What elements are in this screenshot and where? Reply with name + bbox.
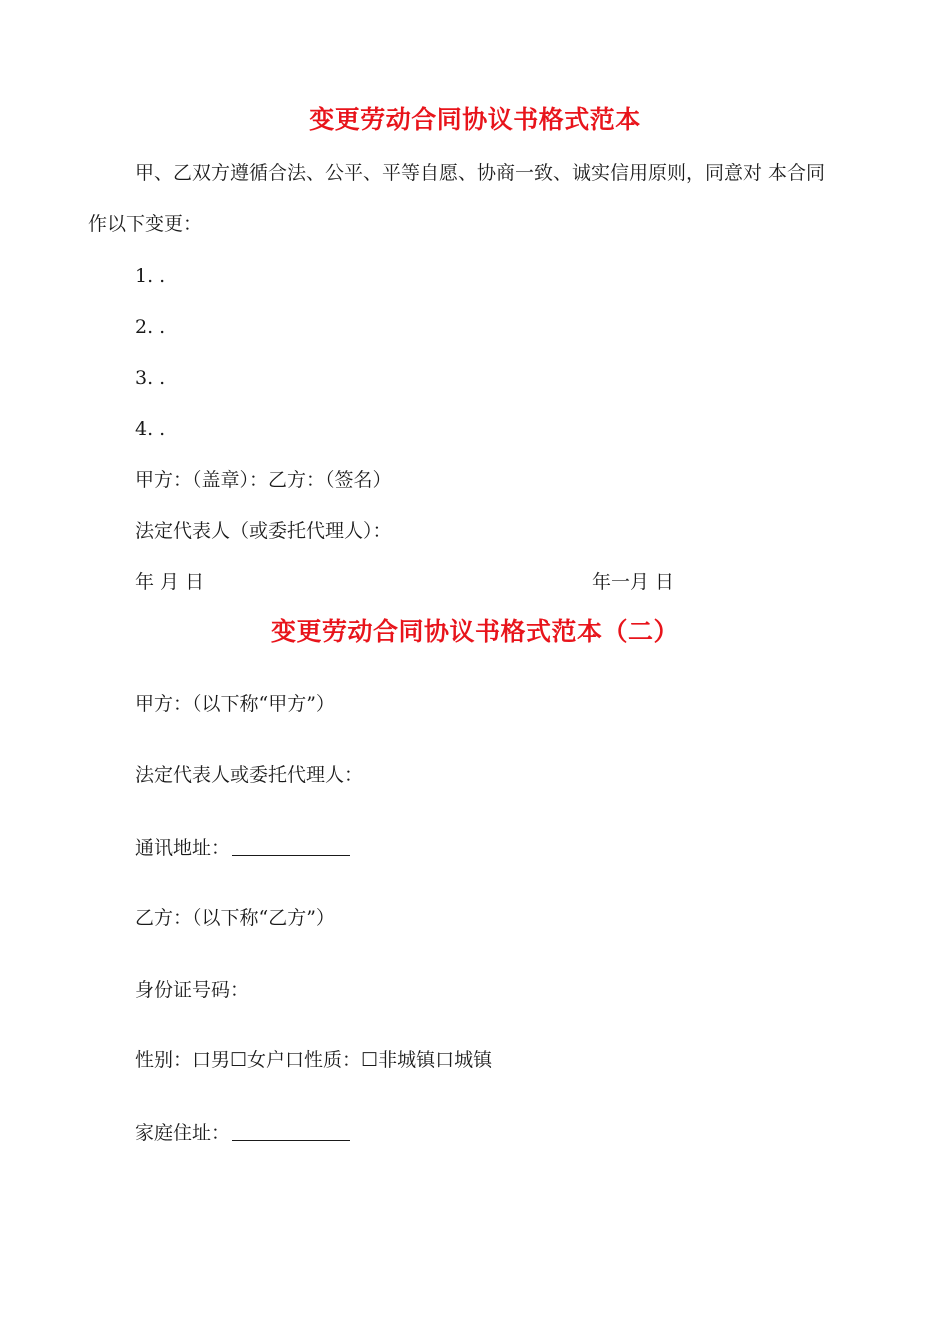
doc1-item-2: 2. . <box>135 316 166 338</box>
doc1-item-4: 4. . <box>135 418 166 440</box>
doc1-title: 变更劳动合同协议书格式范本 <box>309 105 641 134</box>
doc1-intro-line2: 作以下变更： <box>88 213 203 235</box>
doc2-address-line <box>135 835 350 861</box>
doc1-party-line: 甲方：（盖章）：乙方：（签名） <box>135 469 392 491</box>
doc2-rep: 法定代表人或委托代理人： <box>135 764 364 786</box>
doc2-party-b: 乙方：（以下称“乙方”） <box>135 907 335 929</box>
doc1-intro-line1: 甲、乙双方遵循合法、公平、平等自愿、协商一致、诚实信用原则，同意对 本合同 <box>135 162 826 184</box>
doc2-address-label: 通讯地址： <box>135 837 231 859</box>
home-blank <box>232 1122 350 1141</box>
doc2-gender-line: 性别：口男☐女户口性质：☐非城镇口城镇 <box>135 1049 493 1071</box>
doc2-party-a: 甲方：（以下称“甲方”） <box>135 693 335 715</box>
doc2-home-label: 家庭住址： <box>135 1122 231 1144</box>
doc2-home-line <box>135 1120 350 1146</box>
address-blank <box>232 837 350 856</box>
doc2-id-label: 身份证号码： <box>135 979 250 1001</box>
doc1-date-left: 年 月 日 <box>135 571 205 593</box>
doc1-rep-line: 法定代表人（或委托代理人）： <box>135 520 392 542</box>
doc2-title: 变更劳动合同协议书格式范本（二） <box>270 617 679 646</box>
doc1-item-3: 3. . <box>135 367 166 389</box>
doc1-date-right: 年一月 日 <box>592 571 675 593</box>
doc1-item-1: 1. . <box>135 265 166 287</box>
